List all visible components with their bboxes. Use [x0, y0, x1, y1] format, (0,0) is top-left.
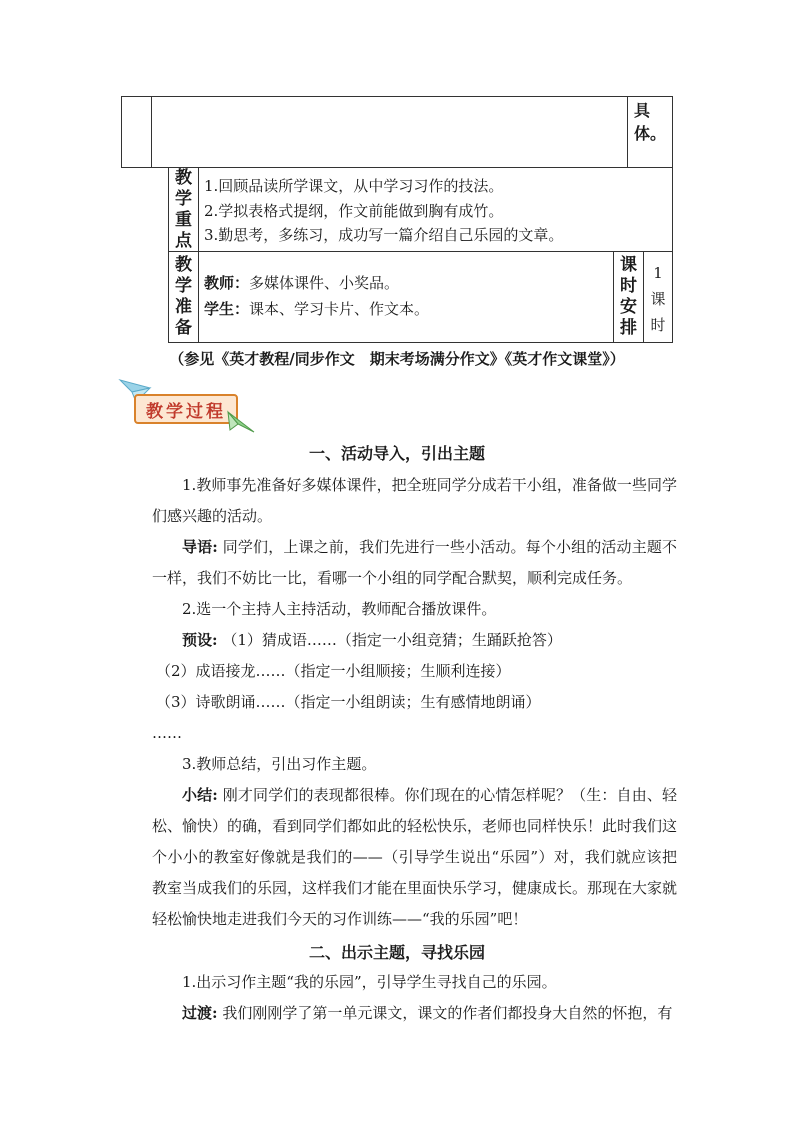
reference-note: （参见《英才教程/同步作文 期末考场满分作文》《英才作文课堂》） — [169, 350, 625, 368]
prep-label: 教 学 准 备 — [175, 255, 192, 338]
key-point-3: 3.勤思考，多练习，成功写一篇介绍自己乐园的文章。 — [204, 226, 564, 244]
section2-heading: 二、出示主题，寻找乐园 — [308, 943, 485, 962]
hours-label: 课 时 安 排 — [620, 255, 637, 338]
transition-label: 过渡: — [182, 1004, 218, 1022]
section1-paragraph-3: 3.教师总结，引出习作主题。 — [182, 755, 377, 773]
key-point-1: 1.回顾品读所学课文，从中学习习作的技法。 — [204, 177, 504, 195]
section1-summary — [152, 780, 677, 935]
ellipsis-line: …… — [152, 724, 182, 742]
student-prep — [204, 297, 429, 321]
top-row-middle-cell — [151, 96, 628, 168]
section1-heading: 一、活动导入，引出主题 — [308, 444, 485, 463]
student-text: 课本、学习卡片、作文本。 — [249, 300, 430, 318]
preset-1 — [152, 625, 677, 656]
section2-paragraph-1: 1.出示习作主题“我的乐园”，引导学生寻找自己的乐园。 — [182, 973, 557, 991]
key-points-label: 教 学 重 点 — [175, 168, 192, 251]
top-row-left-cell — [121, 96, 152, 168]
teacher-prep — [204, 271, 399, 295]
teacher-label: 教师： — [204, 274, 250, 292]
preset-2: （2）成语接龙……（指定一小组顺接；生顺利连接） — [156, 662, 511, 680]
section1-intro — [152, 532, 677, 594]
hours-value: 1 课 时 — [650, 264, 666, 334]
key-point-2: 2.学拟表格式提纲，作文前能做到胸有成竹。 — [204, 202, 504, 220]
preset-1-text: （1）猜成语……（指定一小组竞猜；生踊跃抢答） — [217, 631, 562, 649]
paper-plane-right-icon — [226, 408, 256, 434]
transition-text: 我们刚刚学了第一单元课文，课文的作者们都投身大自然的怀抱，有 — [217, 1004, 673, 1022]
student-label: 学生： — [204, 300, 250, 318]
preset-label: 预设: — [182, 631, 218, 649]
section2-transition — [152, 998, 677, 1029]
intro-label: 导语: — [182, 538, 218, 556]
preset-3: （3）诗歌朗诵……（指定一小组朗读；生有感情地朗诵） — [156, 693, 541, 711]
summary-text: 刚才同学们的表现都很棒。你们现在的心情怎样呢？（生：自由、轻松、愉快）的确，看到同学们都如此的轻松快乐，老师也同样快乐！此时我们这个小小的教室好像就是我们的——（引导学生说出“乐园”）对，我们就应该把教室当成我们的乐园，这样我们才能在里面快乐学习，健康成长。那现在大家就轻松愉快地走进我们今天的习作训练——“我的乐园”吧！ — [152, 786, 678, 928]
section1-paragraph-1: 1.教师事先准备好多媒体课件，把全班同学分成若干小组，准备做一些同学们感兴趣的活动。 — [152, 476, 677, 525]
intro-text: 同学们，上课之前，我们先进行一些小活动。每个小组的活动主题不一样，我们不妨比一比，看哪一个小组的同学配合默契，顺利完成任务。 — [152, 538, 677, 587]
teaching-process-banner — [118, 378, 258, 436]
section1-paragraph-2: 2.选一个主持人主持活动，教师配合播放课件。 — [182, 600, 497, 618]
teacher-text: 多媒体课件、小奖品。 — [249, 274, 400, 292]
top-row-text: 具 体。 — [634, 101, 667, 143]
summary-label: 小结: — [182, 786, 218, 804]
banner-text: 教学过程 — [146, 402, 226, 422]
